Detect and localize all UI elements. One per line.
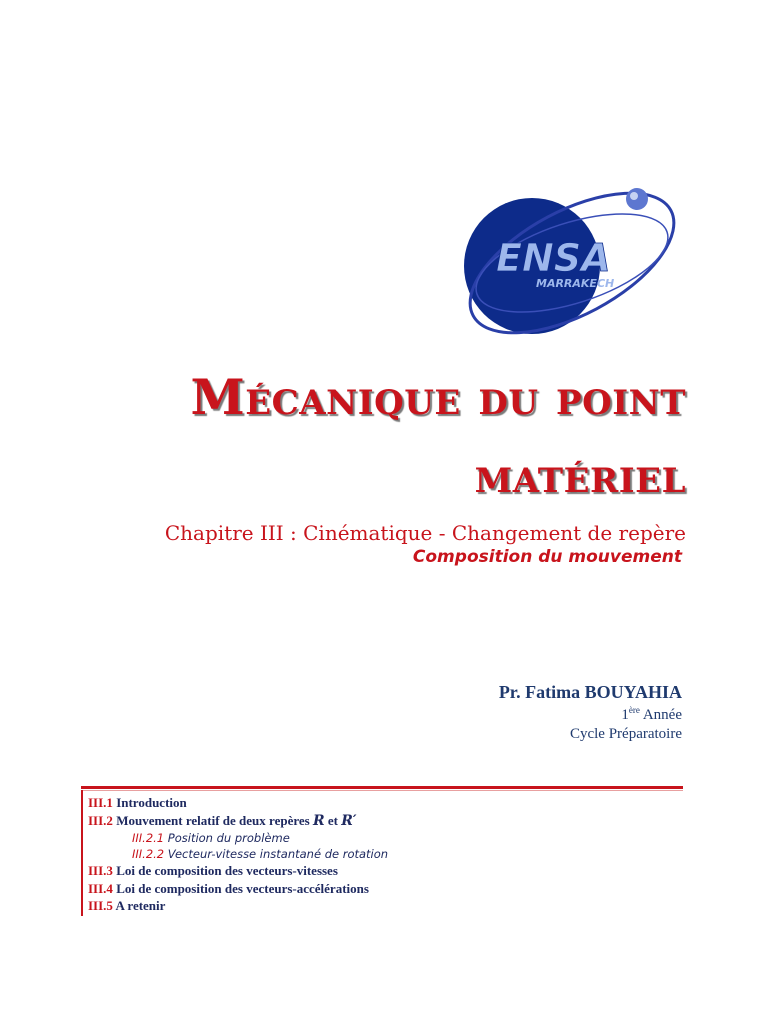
toc-item-3[interactable]: [88, 862, 678, 880]
toc-item-label: A retenir: [115, 898, 166, 913]
logo-planet: [626, 188, 648, 210]
toc-side-rule: [81, 790, 83, 916]
chapter-subheading: Composition du mouvement: [412, 547, 682, 567]
toc-item-number: III.3: [88, 863, 113, 878]
cycle-label: Cycle Préparatoire: [569, 726, 682, 742]
author-name: Pr. Fatima BOUYAHIA: [498, 682, 682, 702]
toc-subitem-number: III.2.2: [132, 847, 165, 861]
toc-item-label: Loi de composition des vecteurs-accélérations: [116, 880, 369, 896]
conjunction: et: [327, 812, 338, 828]
toc-item-number: III.4: [88, 880, 113, 896]
toc-item-5[interactable]: [88, 897, 678, 915]
toc-item-number: III.1: [88, 795, 113, 810]
toc-item-4[interactable]: [88, 880, 678, 898]
year-word: Année: [642, 707, 682, 723]
toc-top-rule: [81, 786, 683, 789]
logo-planet-highlight: [630, 192, 638, 200]
ensa-logo: [462, 171, 682, 341]
year-number: 1: [621, 707, 629, 723]
table-of-contents: [88, 794, 678, 915]
toc-item-2[interactable]: [88, 812, 678, 831]
frame-symbol-r-prime: R′: [341, 812, 357, 829]
frame-symbol-r: R: [312, 812, 325, 829]
toc-item-label: Mouvement relatif de deux repères: [116, 812, 310, 828]
toc-subitem-1[interactable]: [88, 830, 678, 846]
toc-subitem-2[interactable]: [88, 846, 678, 862]
year-superscript: ère: [628, 705, 640, 715]
toc-item-number: III.2: [88, 812, 113, 828]
toc-subitem-number: III.2.1: [132, 831, 165, 845]
toc-item-number: III.5: [88, 898, 113, 913]
toc-subitem-label: Vecteur-vitesse instantané de rotation: [167, 847, 389, 861]
chapter-heading: Chapitre III : Cinématique - Changement de repère: [164, 521, 686, 545]
logo-main-text: ENSA: [496, 236, 611, 280]
year-label: [621, 705, 682, 724]
toc-item-label: Introduction: [116, 795, 187, 810]
toc-item-label: Loi de composition des vecteurs-vitesses: [116, 863, 338, 878]
toc-top-rule-shadow: [81, 790, 683, 791]
title-line-1: Mécanique du point: [190, 368, 686, 426]
toc-subitem-label: Position du problème: [167, 831, 290, 845]
logo-sub-text: MARRAKECH: [536, 277, 615, 290]
toc-item-1[interactable]: [88, 794, 678, 812]
title-line-2: matériel: [474, 446, 686, 504]
